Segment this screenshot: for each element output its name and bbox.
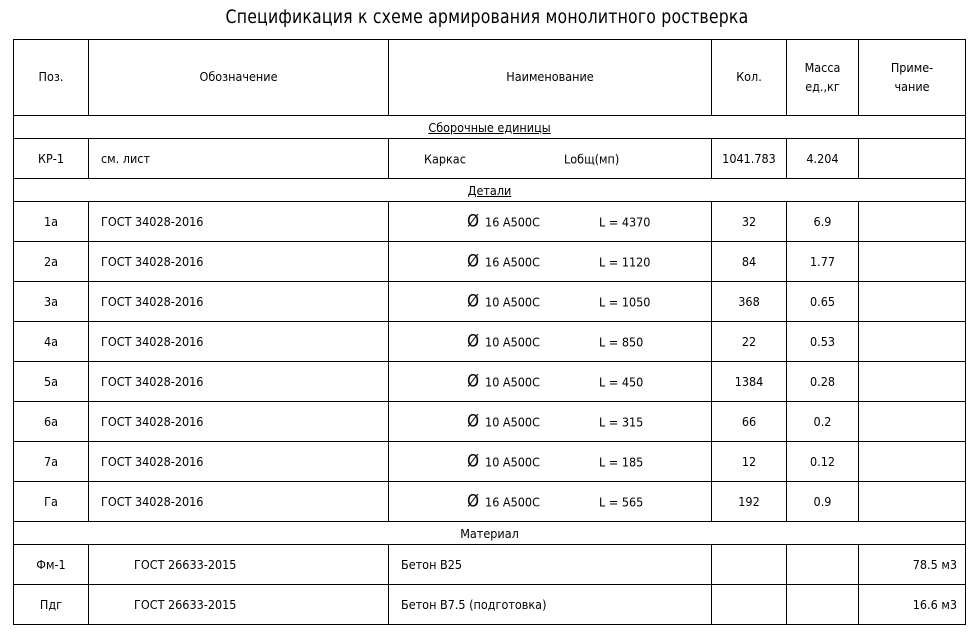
cell-pos: Фм-1 <box>14 545 89 585</box>
cell-mass: 1.77 <box>787 242 859 282</box>
cell-name <box>389 322 712 362</box>
cell-qty: 84 <box>712 242 787 282</box>
cell-note <box>859 322 966 362</box>
cell-mass: 0.9 <box>787 482 859 522</box>
cell-designation: см. лист <box>89 139 389 179</box>
header-name: Наименование <box>389 40 712 116</box>
cell-note <box>859 482 966 522</box>
section-title-details: Детали <box>467 182 512 198</box>
table-row <box>14 322 966 362</box>
cell-mass <box>787 545 859 585</box>
rebar-length: L = 1050 <box>599 294 651 309</box>
rebar-bar: 10 А500С <box>485 414 540 429</box>
cell-mass: 0.53 <box>787 322 859 362</box>
cell-qty: 12 <box>712 442 787 482</box>
cell-mass: 4.204 <box>787 139 859 179</box>
rebar-length: L = 850 <box>599 334 644 349</box>
cell-designation: ГОСТ 34028-2016 <box>89 282 389 322</box>
cell-pos: 4а <box>14 322 89 362</box>
cell-pos: 5а <box>14 362 89 402</box>
table-row <box>14 482 966 522</box>
cell-pos: Га <box>14 482 89 522</box>
cell-designation: ГОСТ 34028-2016 <box>89 362 389 402</box>
cell-pos: 7а <box>14 442 89 482</box>
cell-name: Бетон В7.5 (подготовка) <box>389 585 712 625</box>
rebar-length: L = 1120 <box>599 254 651 269</box>
cell-qty: 1041.783 <box>712 139 787 179</box>
header-mass-line1: Масса <box>804 60 841 76</box>
cell-name <box>389 442 712 482</box>
cell-name <box>389 139 712 179</box>
cell-designation: ГОСТ 34028-2016 <box>89 202 389 242</box>
table-row <box>14 362 966 402</box>
section-title-materials: Материал <box>460 525 519 541</box>
cell-name <box>389 242 712 282</box>
cell-designation: ГОСТ 26633-2015 <box>89 545 389 585</box>
cell-mass: 0.12 <box>787 442 859 482</box>
header-mass-line2: ед.,кг <box>805 78 840 94</box>
cell-mass: 6.9 <box>787 202 859 242</box>
cell-name <box>389 282 712 322</box>
cell-note <box>859 282 966 322</box>
table-row <box>14 402 966 442</box>
table-row <box>14 242 966 282</box>
cell-qty: 66 <box>712 402 787 442</box>
cell-mass: 0.2 <box>787 402 859 442</box>
cell-designation: ГОСТ 34028-2016 <box>89 242 389 282</box>
header-note-line1: Приме- <box>890 60 934 76</box>
diameter-icon: Ø <box>467 491 480 511</box>
table-row <box>14 545 966 585</box>
rebar-spec <box>467 373 540 390</box>
cell-pos: Пдг <box>14 585 89 625</box>
table-row <box>14 202 966 242</box>
header-pos: Поз. <box>14 40 89 116</box>
header-qty: Кол. <box>712 40 787 116</box>
rebar-bar: 10 А500С <box>485 454 540 469</box>
cell-qty <box>712 545 787 585</box>
cell-designation: ГОСТ 34028-2016 <box>89 482 389 522</box>
diameter-icon: Ø <box>467 291 480 311</box>
rebar-bar: 10 А500С <box>485 374 540 389</box>
section-row-materials <box>14 522 966 545</box>
header-row <box>14 40 966 116</box>
rebar-length: L = 565 <box>599 494 644 509</box>
cell-note <box>859 202 966 242</box>
rebar-spec <box>467 293 540 310</box>
cell-qty: 32 <box>712 202 787 242</box>
cell-mass: 0.65 <box>787 282 859 322</box>
header-note-line2: чание <box>894 78 930 94</box>
cell-mass: 0.28 <box>787 362 859 402</box>
cell-note <box>859 242 966 282</box>
cell-pos: 6а <box>14 402 89 442</box>
cell-qty <box>712 585 787 625</box>
rebar-spec <box>467 413 540 430</box>
rebar-length: L = 4370 <box>599 214 651 229</box>
cell-note <box>859 402 966 442</box>
cell-note <box>859 139 966 179</box>
cell-pos: 1а <box>14 202 89 242</box>
diameter-icon: Ø <box>467 211 480 231</box>
header-mass <box>787 40 859 116</box>
diameter-icon: Ø <box>467 411 480 431</box>
cell-designation: ГОСТ 34028-2016 <box>89 402 389 442</box>
cell-name <box>389 402 712 442</box>
rebar-spec <box>467 333 540 350</box>
specification-table <box>13 39 966 625</box>
diameter-icon: Ø <box>467 331 480 351</box>
diameter-icon: Ø <box>467 371 480 391</box>
table-row-assembly <box>14 139 966 179</box>
table-row <box>14 282 966 322</box>
cell-pos: 3а <box>14 282 89 322</box>
cell-name-text: Каркас <box>424 151 466 166</box>
cell-name: Бетон В25 <box>389 545 712 585</box>
section-title-assemblies: Сборочные единицы <box>428 119 551 135</box>
rebar-bar: 10 А500С <box>485 334 540 349</box>
cell-qty: 1384 <box>712 362 787 402</box>
cell-mass <box>787 585 859 625</box>
cell-note: 78.5 м3 <box>859 545 966 585</box>
cell-qty: 192 <box>712 482 787 522</box>
cell-pos: 2а <box>14 242 89 282</box>
section-row-details <box>14 179 966 202</box>
rebar-length: L = 185 <box>599 454 644 469</box>
cell-designation: ГОСТ 26633-2015 <box>89 585 389 625</box>
rebar-bar: 16 А500С <box>485 494 540 509</box>
rebar-length: L = 315 <box>599 414 644 429</box>
cell-qty: 22 <box>712 322 787 362</box>
header-designation: Обозначение <box>89 40 389 116</box>
rebar-spec <box>467 253 540 270</box>
rebar-bar: 16 А500С <box>485 214 540 229</box>
cell-pos: КР-1 <box>14 139 89 179</box>
cell-note <box>859 362 966 402</box>
rebar-spec <box>467 493 540 510</box>
section-row-assemblies <box>14 116 966 139</box>
cell-qty: 368 <box>712 282 787 322</box>
cell-name-extra: Lобщ(мп) <box>564 151 620 166</box>
cell-name <box>389 202 712 242</box>
rebar-bar: 16 А500С <box>485 254 540 269</box>
rebar-length: L = 450 <box>599 374 644 389</box>
cell-note <box>859 442 966 482</box>
rebar-spec <box>467 213 540 230</box>
cell-note: 16.6 м3 <box>859 585 966 625</box>
cell-name <box>389 482 712 522</box>
header-note <box>859 40 966 116</box>
cell-name <box>389 362 712 402</box>
cell-designation: ГОСТ 34028-2016 <box>89 322 389 362</box>
table-row <box>14 442 966 482</box>
diameter-icon: Ø <box>467 251 480 271</box>
table-row <box>14 585 966 625</box>
cell-designation: ГОСТ 34028-2016 <box>89 442 389 482</box>
diameter-icon: Ø <box>467 451 480 471</box>
page-title: Спецификация к схеме армирования монолитного ростверка <box>225 6 749 28</box>
rebar-bar: 10 А500С <box>485 294 540 309</box>
rebar-spec <box>467 453 540 470</box>
